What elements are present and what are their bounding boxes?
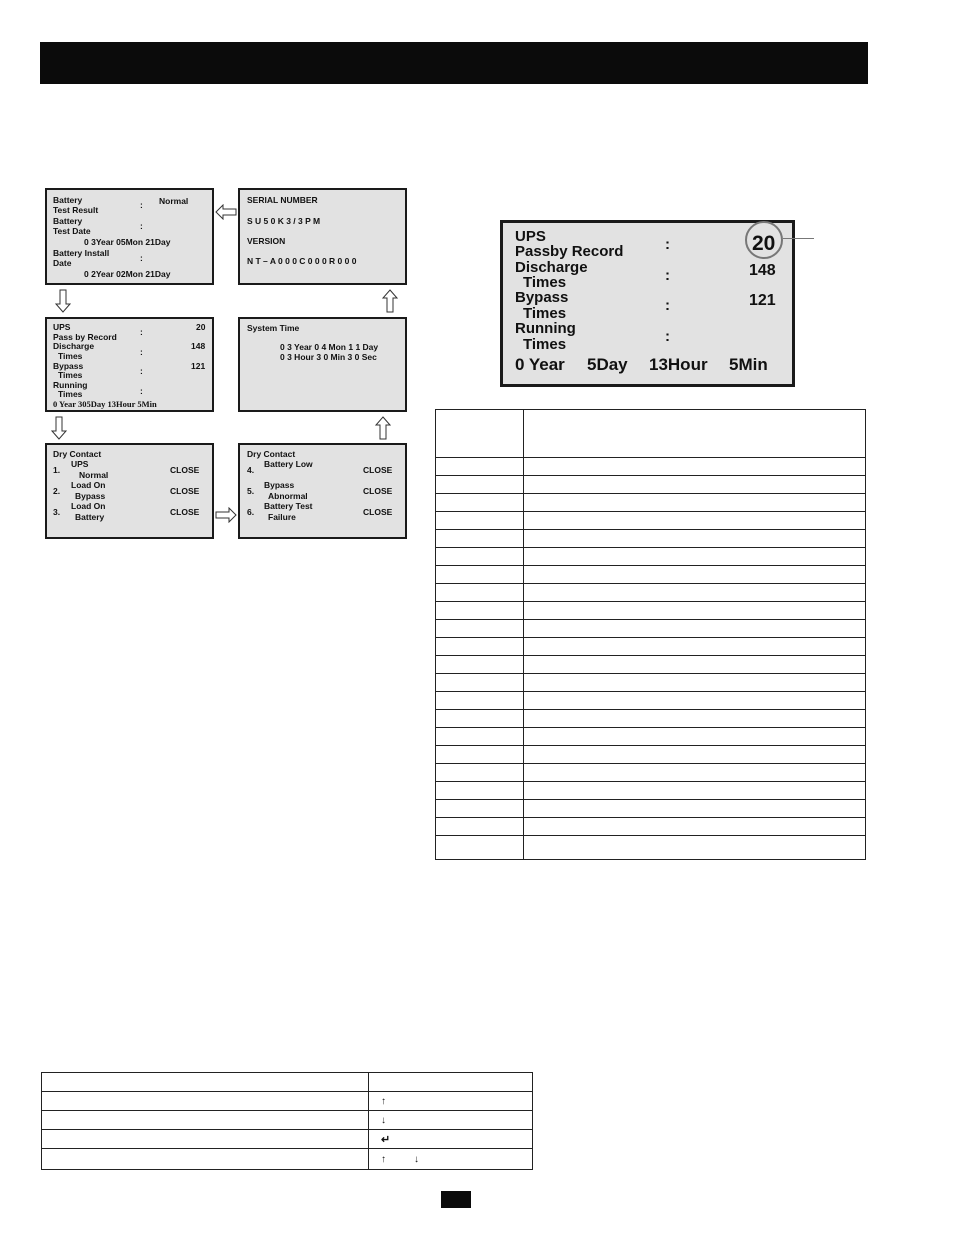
battery-date-label: Battery — [53, 216, 83, 226]
passby-value: 20 — [196, 322, 206, 332]
battery-date-value: 0 3Year 05Mon 21Day — [84, 237, 171, 247]
discharge-value: 148 — [749, 262, 776, 279]
item-state: CLOSE — [363, 486, 393, 496]
table-row — [436, 548, 866, 566]
colon: : — [140, 253, 143, 263]
enter-icon: ↵ — [381, 1133, 391, 1146]
table-row — [436, 764, 866, 782]
battery-test-label: Battery — [53, 195, 83, 205]
version-label: VERSION — [247, 236, 286, 246]
highlight-circle — [745, 221, 783, 259]
table-header-row — [436, 410, 866, 458]
passby-label: Passby Record — [515, 243, 624, 260]
table-row — [436, 566, 866, 584]
table-row — [436, 836, 866, 860]
table-row — [436, 818, 866, 836]
colon: : — [140, 366, 143, 376]
runtime-hour: 13Hour — [649, 355, 708, 374]
colon: : — [140, 221, 143, 231]
table-row — [436, 602, 866, 620]
table-row — [436, 746, 866, 764]
item-line2: Battery — [75, 512, 105, 522]
colon: : — [140, 327, 143, 337]
colon: : — [140, 386, 143, 396]
discharge-times: Times — [58, 351, 83, 361]
runtime-day: 5Day — [587, 355, 628, 374]
system-time-value: 0 3 Hour 3 0 Min 3 0 Sec — [280, 352, 377, 362]
item-line1: Battery Low — [264, 459, 313, 469]
discharge-label: Discharge — [515, 259, 588, 276]
arrow-right-icon — [215, 507, 237, 523]
serial-label: SERIAL NUMBER — [247, 195, 318, 205]
colon: : — [665, 267, 670, 284]
passby-value: 20 — [752, 232, 776, 255]
item-num: 3. — [53, 507, 61, 517]
item-state: CLOSE — [170, 465, 200, 475]
discharge-value: 148 — [191, 341, 206, 351]
arrow-down-icon: ↓ — [414, 1153, 419, 1165]
item-line2: Failure — [268, 512, 296, 522]
ups-label: UPS — [53, 322, 71, 332]
bypass-label: Bypass — [53, 361, 84, 371]
item-state: CLOSE — [363, 507, 393, 517]
item-line1: Load On — [71, 480, 106, 490]
system-time-label: System Time — [247, 323, 300, 333]
running-label: Running — [515, 320, 576, 337]
page-number-block — [441, 1191, 471, 1208]
table-row — [436, 584, 866, 602]
table-row — [436, 494, 866, 512]
lcd-record-screen — [45, 317, 214, 412]
table-row — [42, 1111, 533, 1130]
item-state: CLOSE — [363, 465, 393, 475]
bypass-times: Times — [58, 370, 83, 380]
colon: : — [140, 347, 143, 357]
colon: : — [665, 328, 670, 345]
battery-test-value: Normal — [159, 196, 189, 206]
table-row — [436, 692, 866, 710]
table-row — [436, 782, 866, 800]
serial-value: S U 5 0 K 3 / 3 P M — [247, 216, 321, 226]
arrow-up-icon: ↑ — [381, 1153, 386, 1165]
lcd-dry-contact-screen-1 — [45, 443, 214, 539]
passby-label: Pass by Record — [53, 332, 117, 342]
table-row — [436, 530, 866, 548]
arrow-left-icon — [215, 204, 237, 220]
table-row — [436, 620, 866, 638]
arrow-down-icon: ↓ — [381, 1114, 386, 1126]
table-row — [436, 728, 866, 746]
colon: : — [665, 236, 670, 253]
table-row — [436, 674, 866, 692]
version-value: N T – A 0 0 0 C 0 0 0 R 0 0 0 — [247, 256, 357, 266]
header-bar — [40, 42, 868, 84]
item-state: CLOSE — [170, 507, 200, 517]
arrow-down-icon — [51, 416, 67, 440]
bypass-times: Times — [523, 305, 567, 322]
arrow-up-icon — [375, 416, 391, 440]
item-line1: Load On — [71, 501, 106, 511]
item-line1: UPS — [71, 459, 89, 469]
item-line1: Battery Test — [264, 501, 313, 511]
lcd-dry-contact-screen-2 — [238, 443, 407, 539]
colon: : — [665, 297, 670, 314]
runtime-min: 5Min — [729, 355, 768, 374]
bypass-value: 121 — [191, 361, 206, 371]
dry-contact-title: Dry Contact — [247, 449, 296, 459]
discharge-times: Times — [523, 274, 567, 291]
table-row — [436, 638, 866, 656]
item-line2: Bypass — [75, 491, 106, 501]
table-row — [436, 656, 866, 674]
battery-test-label-b: Test Result — [53, 205, 99, 215]
colon: : — [140, 200, 143, 210]
key-function-table — [41, 1072, 533, 1170]
battery-install-label: Battery Install — [53, 248, 110, 258]
running-times: Times — [58, 389, 83, 399]
item-line2: Normal — [79, 470, 109, 480]
table-row — [436, 710, 866, 728]
table-header-row — [42, 1073, 533, 1092]
table-row — [42, 1149, 533, 1170]
lcd-time-screen — [238, 317, 407, 412]
item-num: 6. — [247, 507, 255, 517]
runtime-value: 0 Year 305Day 13Hour 5Min — [53, 399, 157, 409]
callout-line — [783, 238, 814, 239]
item-num: 4. — [247, 465, 255, 475]
table-row — [436, 476, 866, 494]
item-num: 5. — [247, 486, 255, 496]
table-row — [42, 1130, 533, 1149]
table-row — [436, 512, 866, 530]
arrow-up-icon — [382, 289, 398, 313]
item-state: CLOSE — [170, 486, 200, 496]
arrow-down-icon — [55, 289, 71, 313]
bypass-label: Bypass — [515, 289, 569, 306]
item-num: 2. — [53, 486, 61, 496]
battery-install-label-b: Date — [53, 258, 72, 268]
battery-install-value: 0 2Year 02Mon 21Day — [84, 269, 171, 279]
item-line1: Bypass — [264, 480, 295, 490]
battery-date-label-b: Test Date — [53, 226, 91, 236]
item-line2: Abnormal — [268, 491, 308, 501]
table-row — [42, 1092, 533, 1111]
system-date-value: 0 3 Year 0 4 Mon 1 1 Day — [280, 342, 379, 352]
table-row — [436, 458, 866, 476]
ups-label: UPS — [515, 228, 546, 245]
record-description-table — [435, 409, 866, 860]
runtime-year: 0 Year — [515, 355, 565, 374]
arrow-up-icon: ↑ — [381, 1095, 386, 1107]
discharge-label: Discharge — [53, 341, 95, 351]
dry-contact-title: Dry Contact — [53, 449, 102, 459]
lcd-serial-screen — [238, 188, 407, 285]
item-num: 1. — [53, 465, 61, 475]
table-row — [436, 800, 866, 818]
running-label: Running — [53, 380, 88, 390]
lcd-battery-screen — [45, 188, 214, 285]
bypass-value: 121 — [749, 292, 776, 309]
running-times: Times — [523, 336, 567, 353]
